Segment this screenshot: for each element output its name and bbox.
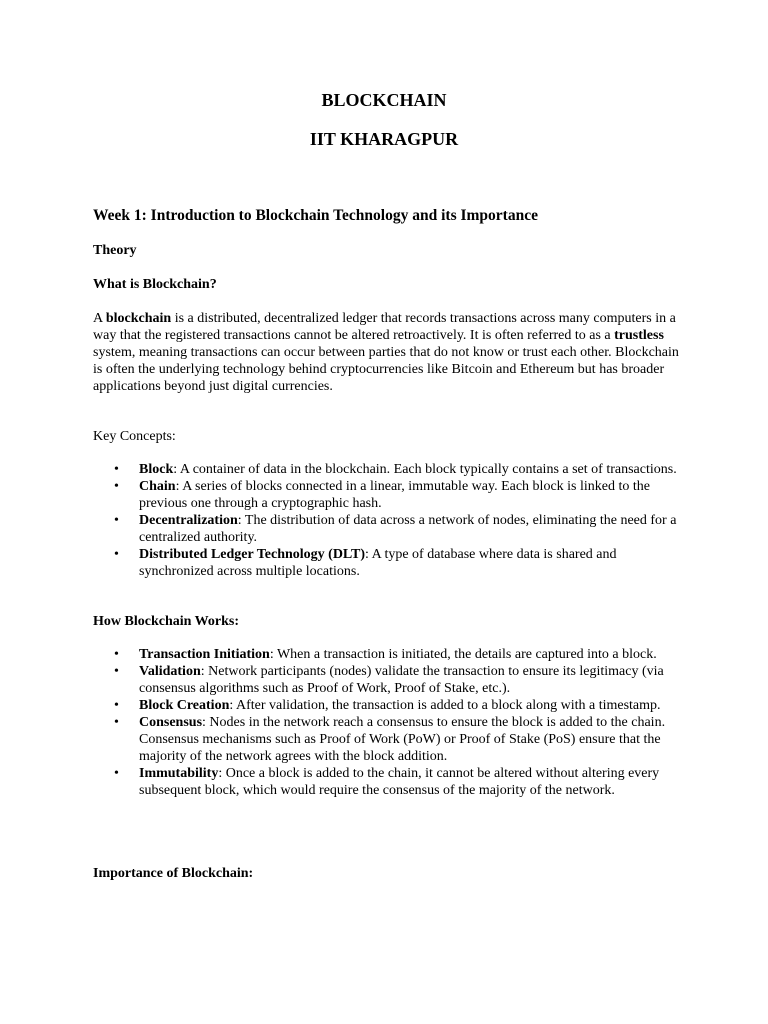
list-item [93,546,683,580]
intro-term-blockchain: blockchain [105,311,172,326]
week-heading: Week 1: Introduction to Blockchain Technology and its Importance [93,207,538,224]
list-item [93,512,683,546]
list-item [93,697,683,714]
what-is-blockchain-heading: What is Blockchain? [93,277,217,292]
list-item-term: Consensus [139,715,203,730]
bullet-icon: • [114,664,119,679]
bullet-icon: • [114,547,119,562]
bullet-icon: • [114,462,119,477]
document-title: BLOCKCHAIN [321,90,447,110]
list-item-term: Decentralization [139,513,238,528]
list-item [93,714,683,765]
intro-text-1: A [93,311,106,326]
list-item-term: Immutability [139,766,219,781]
list-item-text: : A container of data in the blockchain. Each block typically contains a set of transactions. [173,462,677,477]
list-item-text: : A type of database where data is shared and synchronized across multiple locations. [139,547,617,579]
list-item-term: Transaction Initiation [139,647,270,662]
list-item-term: Chain [139,479,176,494]
list-item-term: Distributed Ledger Technology (DLT) [139,547,365,562]
key-concepts-label: Key Concepts: [93,429,176,444]
list-item-text: : Nodes in the network reach a consensus to ensure the block is added to the chain. Consensus mechanisms such as Proof of Work (PoW) or Proof of Stake (PoS) ensure that the majority of the network agrees with the block addition. [139,715,666,764]
list-item-text: : Once a block is added to the chain, it cannot be altered without altering every subsequent block, which would require the consensus of the majority of the network. [139,766,660,798]
intro-term-trustless: trustless [614,328,664,343]
bullet-icon: • [114,766,119,781]
how-it-works-list [93,646,683,799]
document-subtitle: IIT KHARAGPUR [309,129,459,149]
bullet-icon: • [114,715,119,730]
key-concepts-list [93,461,683,580]
bullet-icon: • [114,479,119,494]
list-item [93,646,683,663]
list-item-text: : The distribution of data across a network of nodes, eliminating the need for a centralized authority. [139,513,677,545]
list-item-text: : After validation, the transaction is added to a block along with a timestamp. [229,698,661,713]
intro-paragraph [93,310,683,395]
importance-heading: Importance of Blockchain: [93,866,254,881]
list-item-term: Block [139,462,174,477]
list-item [93,765,683,799]
theory-heading: Theory [93,243,137,258]
list-item-term: Validation [139,664,201,679]
list-item [93,663,683,697]
intro-text-2: is a distributed, decentralized ledger that records transactions across many computers in a way that the registered transactions cannot be altered retroactively. It is often referred to as a [93,311,676,343]
list-item-text: : A series of blocks connected in a linear, immutable way. Each block is linked to the previous one through a cryptographic hash. [139,479,650,511]
list-item-text: : Network participants (nodes) validate the transaction to ensure its legitimacy (via consensus algorithms such as Proof of Work, Proof of Stake, etc.). [139,664,664,696]
bullet-icon: • [114,698,119,713]
list-item-text: : When a transaction is initiated, the details are captured into a block. [269,647,657,662]
list-item [93,461,683,478]
bullet-icon: • [114,647,119,662]
intro-text-3: system, meaning transactions can occur between parties that do not know or trust each other. Blockchain is often the underlying technology behind cryptocurrencies like Bitcoin and Ethereum but has broader applications beyond just digital currencies. [93,345,679,394]
list-item-term: Block Creation [139,698,230,713]
list-item [93,478,683,512]
bullet-icon: • [114,513,119,528]
how-blockchain-works-heading: How Blockchain Works: [93,614,239,629]
